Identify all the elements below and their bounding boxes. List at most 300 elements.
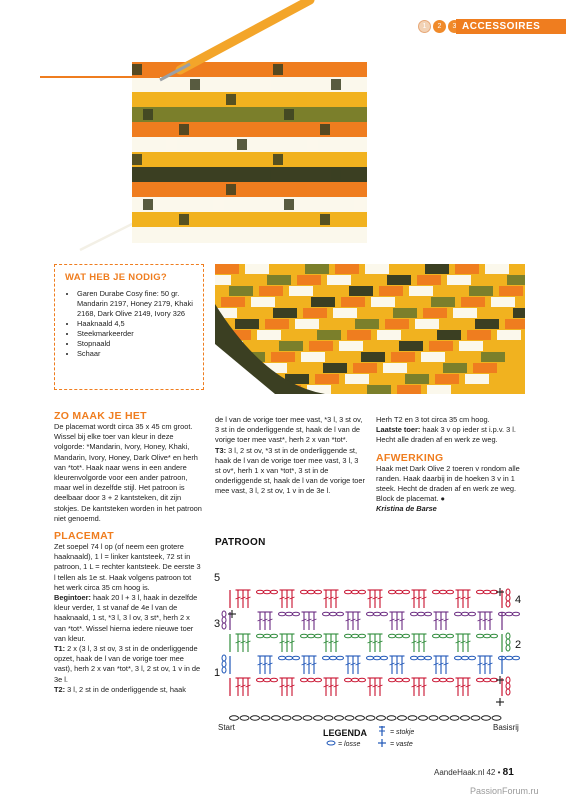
paragraph: [215, 446, 365, 497]
chain-stitch: [240, 716, 249, 720]
closeup-block: [215, 264, 239, 274]
row-text: haak 3 v op ieder st i.p.v. 3 l. Hecht alle draden af en werk ze weg.: [376, 425, 516, 445]
base-row-label: Basisrij: [493, 723, 519, 732]
chain-stitch: [315, 678, 322, 682]
chain-stitch: [374, 656, 381, 660]
legend-title: LEGENDA: [323, 728, 368, 738]
chain-stitch: [462, 612, 469, 616]
materials-item: • Stopnaald: [77, 339, 195, 349]
swatch-block: [143, 199, 153, 210]
swatch-block: [214, 199, 224, 210]
row-label: Begintoer:: [54, 593, 91, 603]
chain-stitch: [471, 716, 480, 720]
swatch-block: [297, 184, 307, 195]
closeup-block: [515, 264, 525, 274]
closeup-block: [427, 385, 451, 394]
closeup-block: [257, 330, 281, 340]
materials-title: WAT HEB JE NODIG?: [65, 272, 168, 283]
chain-stitch: [461, 716, 470, 720]
swatch-block: [273, 64, 283, 75]
closeup-block: [397, 385, 421, 394]
closeup-block: [267, 275, 291, 285]
legend-losse-symbol: [327, 741, 335, 745]
closeup-block: [293, 363, 317, 373]
turning-chain: [506, 601, 510, 607]
chain-stitch: [293, 612, 300, 616]
chain-stitch: [450, 716, 459, 720]
chain-stitch: [356, 716, 365, 720]
closeup-block: [391, 352, 415, 362]
chain-stitch: [425, 612, 432, 616]
chain-stitch: [425, 656, 432, 660]
swatch-block: [132, 64, 142, 75]
closeup-block: [439, 286, 463, 296]
chain-stitch: [261, 716, 270, 720]
row-text: haak 20 l + 3 l, haak in dezelfde kleur verder, 1 st vanaf de 4e l van de haaknaald, 1 st, *3 l, 3 l ov, 3 st*, herh 2 x van *tot*. Wissel hierna iedere nieuwe toer van kleur.: [54, 593, 198, 643]
swatch-block: [284, 109, 294, 120]
paragraph: [376, 425, 526, 445]
chain-stitch: [282, 716, 291, 720]
swatch-block: [297, 94, 307, 105]
materials-item: • Haaknaald 4,5: [77, 319, 195, 329]
chain-stitch: [455, 656, 462, 660]
chain-stitch: [366, 716, 375, 720]
turning-chain: [506, 595, 510, 601]
materials-item: • Garen Durabe Cosy fine: 50 gr. Mandarin 2197, Honey 2179, Khaki 2168, Dark Olive 2149, Ivory 326: [77, 289, 195, 319]
chain-stitch: [345, 716, 354, 720]
chain-stitch: [419, 716, 428, 720]
closeup-block: [405, 374, 429, 384]
closeup-block: [309, 341, 333, 351]
closeup-block: [325, 319, 349, 329]
chain-stitch: [433, 590, 440, 594]
closeup-block: [399, 341, 423, 351]
instructions-column-1: [54, 410, 202, 695]
closeup-block: [469, 286, 493, 296]
closeup-block: [461, 297, 485, 307]
chain-stitch: [429, 716, 438, 720]
chain-stitch: [418, 656, 425, 660]
turning-chain: [222, 655, 226, 661]
chain-stitch: [230, 716, 239, 720]
closeup-block: [393, 308, 417, 318]
chain-stitch: [315, 590, 322, 594]
closeup-block: [429, 341, 453, 351]
swatch-block: [226, 94, 236, 105]
closeup-block: [407, 330, 431, 340]
swatch-block: [179, 214, 189, 225]
chain-stitch: [323, 656, 330, 660]
closeup-block: [361, 352, 385, 362]
closeup-block: [259, 286, 283, 296]
section-dot: 2: [433, 20, 446, 33]
chain-stitch: [403, 678, 410, 682]
row-label: Laatste toer:: [376, 425, 421, 435]
swatch-row: [132, 152, 367, 167]
swatch-block: [132, 154, 142, 165]
paragraph: Zet soepel 74 l op (of neem een grotere haaknaald), 1 l = linker kantsteek, 72 st in patroon, 1 L = rechter kantsteek. De eerste 3 l tellen als 1e st. Haak volgens patroon tot het werk circa 35 cm hoog is.: [54, 542, 201, 592]
chain-stitch: [293, 656, 300, 660]
chain-stitch: [308, 678, 315, 682]
closeup-block: [251, 297, 275, 307]
chain-stitch: [484, 590, 491, 594]
paragraph: [54, 644, 202, 685]
chain-stitch: [408, 716, 417, 720]
swatch-block: [261, 169, 271, 180]
closeup-block: [249, 341, 273, 351]
row-label: T1:: [54, 644, 66, 654]
materials-box: [54, 264, 204, 390]
closeup-block: [275, 264, 299, 274]
chain-stitch: [314, 716, 323, 720]
closeup-block: [387, 275, 411, 285]
chain-stitch: [352, 590, 359, 594]
closeup-block: [335, 264, 359, 274]
closeup-block: [243, 308, 267, 318]
closeup-block: [265, 319, 289, 329]
swatch-block: [190, 169, 200, 180]
chain-stitch: [271, 590, 278, 594]
closeup-block: [489, 341, 513, 351]
closeup-block: [413, 363, 437, 373]
row-text: 3 l, 2 st in de onderliggende st, haak: [65, 684, 186, 694]
paragraph: [54, 593, 202, 644]
closeup-block: [271, 352, 295, 362]
chain-stitch: [286, 656, 293, 660]
chain-stitch: [440, 590, 447, 594]
row-number: 3: [214, 618, 221, 630]
turning-chain: [222, 667, 226, 673]
closeup-block: [281, 297, 305, 307]
section-dot: 1: [418, 20, 431, 33]
closeup-block: [305, 264, 329, 274]
turning-chain: [222, 611, 226, 617]
closeup-block: [445, 319, 469, 329]
closeup-block: [453, 308, 477, 318]
swatch-block: [331, 169, 341, 180]
swatch-block: [156, 94, 166, 105]
closeup-block: [287, 330, 311, 340]
swatch-block: [203, 64, 213, 75]
row-number: 1: [214, 667, 221, 679]
closeup-block: [425, 264, 449, 274]
chain-stitch: [308, 590, 315, 594]
chain-stitch: [492, 716, 501, 720]
chain-stitch: [337, 612, 344, 616]
chain-stitch: [482, 716, 491, 720]
closeup-block: [369, 341, 393, 351]
chain-stitch: [330, 656, 337, 660]
chain-stitch: [433, 634, 440, 638]
closeup-block: [279, 341, 303, 351]
chain-stitch: [389, 678, 396, 682]
chain-stitch: [257, 634, 264, 638]
chain-stitch: [359, 634, 366, 638]
closeup-block: [303, 308, 327, 318]
swatch-block: [344, 154, 354, 165]
closeup-block: [505, 319, 525, 329]
closeup-block: [365, 264, 389, 274]
closeup-block: [409, 286, 433, 296]
swatch-block: [273, 154, 283, 165]
chain-stitch: [359, 678, 366, 682]
chain-stitch: [506, 656, 513, 660]
chain-stitch: [301, 634, 308, 638]
row-label: T2:: [54, 684, 66, 694]
row-number: 4: [515, 594, 522, 606]
section-tab: ACCESSOIRES: [456, 19, 566, 34]
chain-stitch: [447, 634, 454, 638]
chain-stitch: [323, 612, 330, 616]
closeup-block: [215, 275, 231, 285]
chain-stitch: [477, 590, 484, 594]
chain-stitch: [440, 716, 449, 720]
chain-stitch: [359, 590, 366, 594]
chain-stitch: [345, 590, 352, 594]
chain-stitch: [381, 612, 388, 616]
swatch-block: [344, 64, 354, 75]
closeup-block: [221, 297, 245, 307]
chain-stitch: [374, 612, 381, 616]
chain-stitch: [433, 678, 440, 682]
closeup-block: [473, 363, 497, 373]
chain-stitch: [462, 656, 469, 660]
chain-stitch: [469, 656, 476, 660]
paragraph: [54, 685, 202, 695]
closeup-block: [229, 286, 253, 296]
chain-stitch: [324, 716, 333, 720]
closeup-block: [357, 275, 381, 285]
closeup-block: [353, 363, 377, 373]
swatch-block: [284, 199, 294, 210]
swatch-block: [203, 154, 213, 165]
author-name: Kristina de Barse: [376, 504, 437, 514]
closeup-block: [215, 286, 223, 296]
section-dots: [418, 20, 461, 33]
chain-stitch: [477, 678, 484, 682]
chain-stitch: [396, 634, 403, 638]
chain-stitch: [264, 590, 271, 594]
turning-chain: [222, 623, 226, 629]
chain-stitch: [257, 678, 264, 682]
legend-label: = losse: [338, 741, 361, 748]
closeup-block: [347, 330, 371, 340]
watermark: PassionForum.ru: [470, 786, 539, 796]
closeup-block: [499, 286, 523, 296]
closeup-block: [295, 319, 319, 329]
swatch-block: [320, 124, 330, 135]
turning-chain: [506, 589, 510, 595]
chain-stitch: [367, 656, 374, 660]
chain-stitch: [301, 678, 308, 682]
swatch-block: [156, 184, 166, 195]
row-text: 2 x (3 l, 3 st ov, 3 st in de onderliggende opzet, haak de l van de vorige toer mee vast), herh 2 x van *tot*, 3 l, 2 st ov, 1 v in de 3e l.: [54, 644, 201, 684]
chain-stitch: [403, 634, 410, 638]
closeup-block: [311, 297, 335, 307]
paragraph: de l van de vorige toer mee vast, *3 l, 3 st ov, 3 st in de onderliggende st, haak de l van de vorige toer mee vast*, herh 2 x van *tot*.: [215, 415, 363, 445]
row-text: 3 l, 2 st ov, *3 st in de onderliggende st, haak de l van de vorige toer mee vast, 3 l, 3 st ov*, herh 1 x van *tot*, 3 st in de onderliggende st, haak de l van de vorige toer mee vast, 3 l, 2 st ov, 1 v in de 3e l.: [215, 445, 365, 496]
swatch-row: [132, 107, 367, 122]
chain-stitch: [264, 678, 271, 682]
chain-stitch: [301, 590, 308, 594]
legend-label: = vaste: [390, 741, 413, 748]
page-number: 81: [502, 767, 514, 778]
closeup-block: [339, 341, 363, 351]
legend-label: = stokje: [390, 729, 415, 736]
chain-stitch: [447, 590, 454, 594]
closeup-block: [379, 286, 403, 296]
chain-stitch: [315, 634, 322, 638]
closeup-block: [459, 341, 483, 351]
closeup-block: [435, 374, 459, 384]
page-footer: [434, 767, 514, 778]
closeup-block: [457, 385, 481, 394]
crochet-chart: [210, 550, 530, 750]
turning-chain: [222, 617, 226, 623]
swatch-row: [132, 92, 367, 107]
closeup-block: [451, 352, 475, 362]
chain-stitch: [381, 656, 388, 660]
closeup-block: [507, 275, 525, 285]
closeup-block: [331, 352, 355, 362]
closeup-block: [475, 319, 499, 329]
closeup-photo: [215, 264, 525, 394]
chain-stitch: [455, 612, 462, 616]
chain-stitch: [387, 716, 396, 720]
legend-stokje-symbol: [379, 726, 385, 736]
materials-item: • Steekmarkeerder: [77, 329, 195, 339]
chain-stitch: [398, 716, 407, 720]
chain-stitch: [352, 634, 359, 638]
closeup-block: [415, 319, 439, 329]
chain-stitch: [335, 716, 344, 720]
instructions-column-3: [376, 415, 526, 515]
swatch-block: [237, 139, 247, 150]
chain-stitch: [367, 612, 374, 616]
section-heading: ZO MAAK JE HET: [54, 410, 147, 422]
closeup-block: [377, 330, 401, 340]
chain-stitch: [469, 612, 476, 616]
section-heading: AFWERKING: [376, 451, 444, 464]
swatch-block: [214, 109, 224, 120]
closeup-block: [327, 275, 351, 285]
closeup-block: [315, 374, 339, 384]
materials-item: • Schaar: [77, 349, 195, 359]
closeup-block: [273, 308, 297, 318]
chain-stitch: [389, 590, 396, 594]
swatch-block: [355, 109, 365, 120]
closeup-block: [245, 264, 269, 274]
closeup-block: [317, 330, 341, 340]
instructions-column-2: [215, 415, 365, 497]
swatch-photo: [40, 0, 385, 255]
chain-stitch: [396, 590, 403, 594]
closeup-block: [485, 264, 509, 274]
closeup-block: [437, 330, 461, 340]
swatch-block: [308, 139, 318, 150]
paragraph: De placemat wordt circa 35 x 45 cm groot. Wissel bij elke toer van kleur in deze volgorde: *Mandarin, Ivory, Honey, Khaki, Mandarin, Ivory, Honey, Dark Olive* en herh van *tot*. Haak naar wens in een andere kleurenvolgorde voor een ander patroon, maar wel in dezelfde stijl. Het patroon is deelbaar door 3 + 2 kantsteken, dit zijn stokjes. De kantsteken worden in het patroon niet genoemd.: [54, 422, 202, 523]
closeup-block: [349, 286, 373, 296]
closeup-block: [375, 374, 399, 384]
chain-stitch: [396, 678, 403, 682]
chain-stitch: [411, 612, 418, 616]
chain-stitch: [271, 634, 278, 638]
closeup-block: [385, 319, 409, 329]
section-heading: PLACEMAT: [54, 530, 114, 543]
swatch-block: [179, 124, 189, 135]
closeup-block: [431, 297, 455, 307]
closeup-block: [301, 352, 325, 362]
pattern-title: PATROON: [215, 537, 266, 548]
closeup-block: [483, 308, 507, 318]
swatch-block: [331, 79, 341, 90]
chain-stitch: [251, 716, 260, 720]
closeup-block: [237, 275, 261, 285]
closeup-block: [421, 352, 445, 362]
chain-stitch: [484, 678, 491, 682]
closeup-block: [477, 275, 501, 285]
closeup-block: [481, 352, 505, 362]
closeup-block: [363, 308, 387, 318]
closeup-block: [345, 374, 369, 384]
swatch-block: [250, 214, 260, 225]
chain-stitch: [411, 656, 418, 660]
paragraph: Herh T2 en 3 tot circa 35 cm hoog.: [376, 415, 490, 424]
closeup-block: [289, 286, 313, 296]
row-text: Haak met Dark Olive 2 toeren v rondom alle randen. Haak daarbij in de hoeken 3 v in 1 steek. Hecht de draden af en werk ze weg. Block de placemat.: [376, 463, 520, 504]
legend-vaste-symbol: [378, 739, 386, 747]
closeup-block: [401, 297, 425, 307]
turning-chain: [506, 645, 510, 651]
chain-stitch: [257, 590, 264, 594]
section-dot: 3: [448, 20, 461, 33]
closeup-block: [467, 330, 491, 340]
chain-stitch: [330, 612, 337, 616]
closeup-block: [371, 297, 395, 307]
closeup-block: [323, 363, 347, 373]
closeup-block: [423, 308, 447, 318]
turning-chain: [506, 639, 510, 645]
closeup-block: [395, 264, 419, 274]
chain-stitch: [272, 716, 281, 720]
chain-stitch: [440, 634, 447, 638]
chain-stitch: [279, 656, 286, 660]
footer-site: AandeHaak.nl 42: [434, 768, 496, 777]
swatch-block: [143, 109, 153, 120]
chain-stitch: [477, 634, 484, 638]
closeup-block: [297, 275, 321, 285]
chain-stitch: [440, 678, 447, 682]
chain-stitch: [491, 634, 498, 638]
chain-stitch: [377, 716, 386, 720]
chain-stitch: [308, 634, 315, 638]
closeup-block: [417, 275, 441, 285]
chain-stitch: [279, 612, 286, 616]
swatch-base: [132, 227, 367, 243]
chain-stitch: [286, 612, 293, 616]
turning-chain: [506, 633, 510, 639]
closeup-block: [367, 385, 391, 394]
chain-stitch: [293, 716, 302, 720]
closeup-block: [319, 286, 343, 296]
swatch-block: [320, 214, 330, 225]
closeup-block: [443, 363, 467, 373]
row-number: 5: [214, 572, 221, 584]
chain-stitch: [303, 716, 312, 720]
chain-stitch: [418, 612, 425, 616]
swatch-row: [132, 182, 367, 197]
row-number: 2: [515, 639, 522, 651]
